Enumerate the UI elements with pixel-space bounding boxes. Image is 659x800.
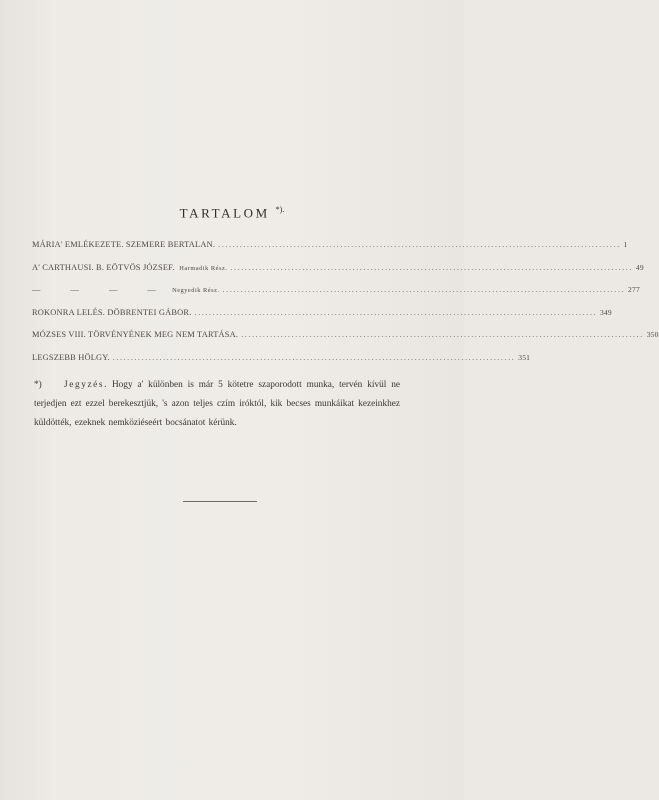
dot-leader: ................................................................................................................ [194,307,598,317]
toc-entry-page: 1 [623,240,628,249]
toc-entry-label [32,285,220,294]
toc-entry-label: ROKONRA LELÉS. DÖBRENTEI GÁBOR. [32,307,192,317]
title-text: TARTALOM [179,205,270,221]
dot-leader: ................................................................................................................ [218,240,621,249]
toc-entry [32,262,644,286]
toc-entry-label: MÁRIA' EMLÉKEZETE. SZEMERE BERTALAN. [32,240,216,249]
dot-leader: ................................................................................................................ [112,352,516,362]
toc-entry-page: 351 [518,352,531,362]
toc-entry-title: — — — — [32,285,170,294]
table-of-contents [32,240,659,375]
footnote [34,376,400,433]
dot-leader: ................................................................................................................ [222,285,626,294]
divider-rule [183,501,257,502]
dot-leader: ................................................................................................................ [241,330,644,339]
toc-entry [32,240,628,263]
toc-entry-part: Negyedik Rész. [172,287,220,294]
title-footnote-mark: *). [275,205,285,214]
toc-entry-label [32,263,227,272]
toc-entry-page: 350 [646,330,659,339]
toc-entry-label: MÓZSES VIII. TÖRVÉNYÉNEK MEG NEM TARTÁSA. [32,330,239,339]
toc-entry-label: LEGSZEBB HÖLGY. [32,352,110,362]
page-title [0,205,464,221]
toc-entry [32,285,640,308]
footnote-text: Hogy a' különben is már 5 kötetre szaporodott munka, tervén kívül ne terjedjen ezt ezzel berekesztjük, 's azon teljes czím iróktól, kik becses munkáikat kezeinkhez küldötték, ezeknek nemköziéseért bocsánatot kérünk. [34,380,400,428]
toc-entry-title: A' CARTHAUSI. B. EÖTVÖS JÓZSEF. [32,262,175,272]
toc-entry-page: 349 [600,307,612,317]
footnote-label: Jegyzés. [64,380,109,390]
toc-entry-page: 49 [635,262,644,272]
toc-entry-page: 277 [628,285,640,294]
toc-entry-part: Harmadik Rész. [179,264,228,272]
toc-entry [32,330,659,353]
footnote-mark: *) [34,380,42,390]
toc-entry [32,307,612,331]
toc-entry [32,352,531,376]
dot-leader: ................................................................................................................ [230,262,633,272]
